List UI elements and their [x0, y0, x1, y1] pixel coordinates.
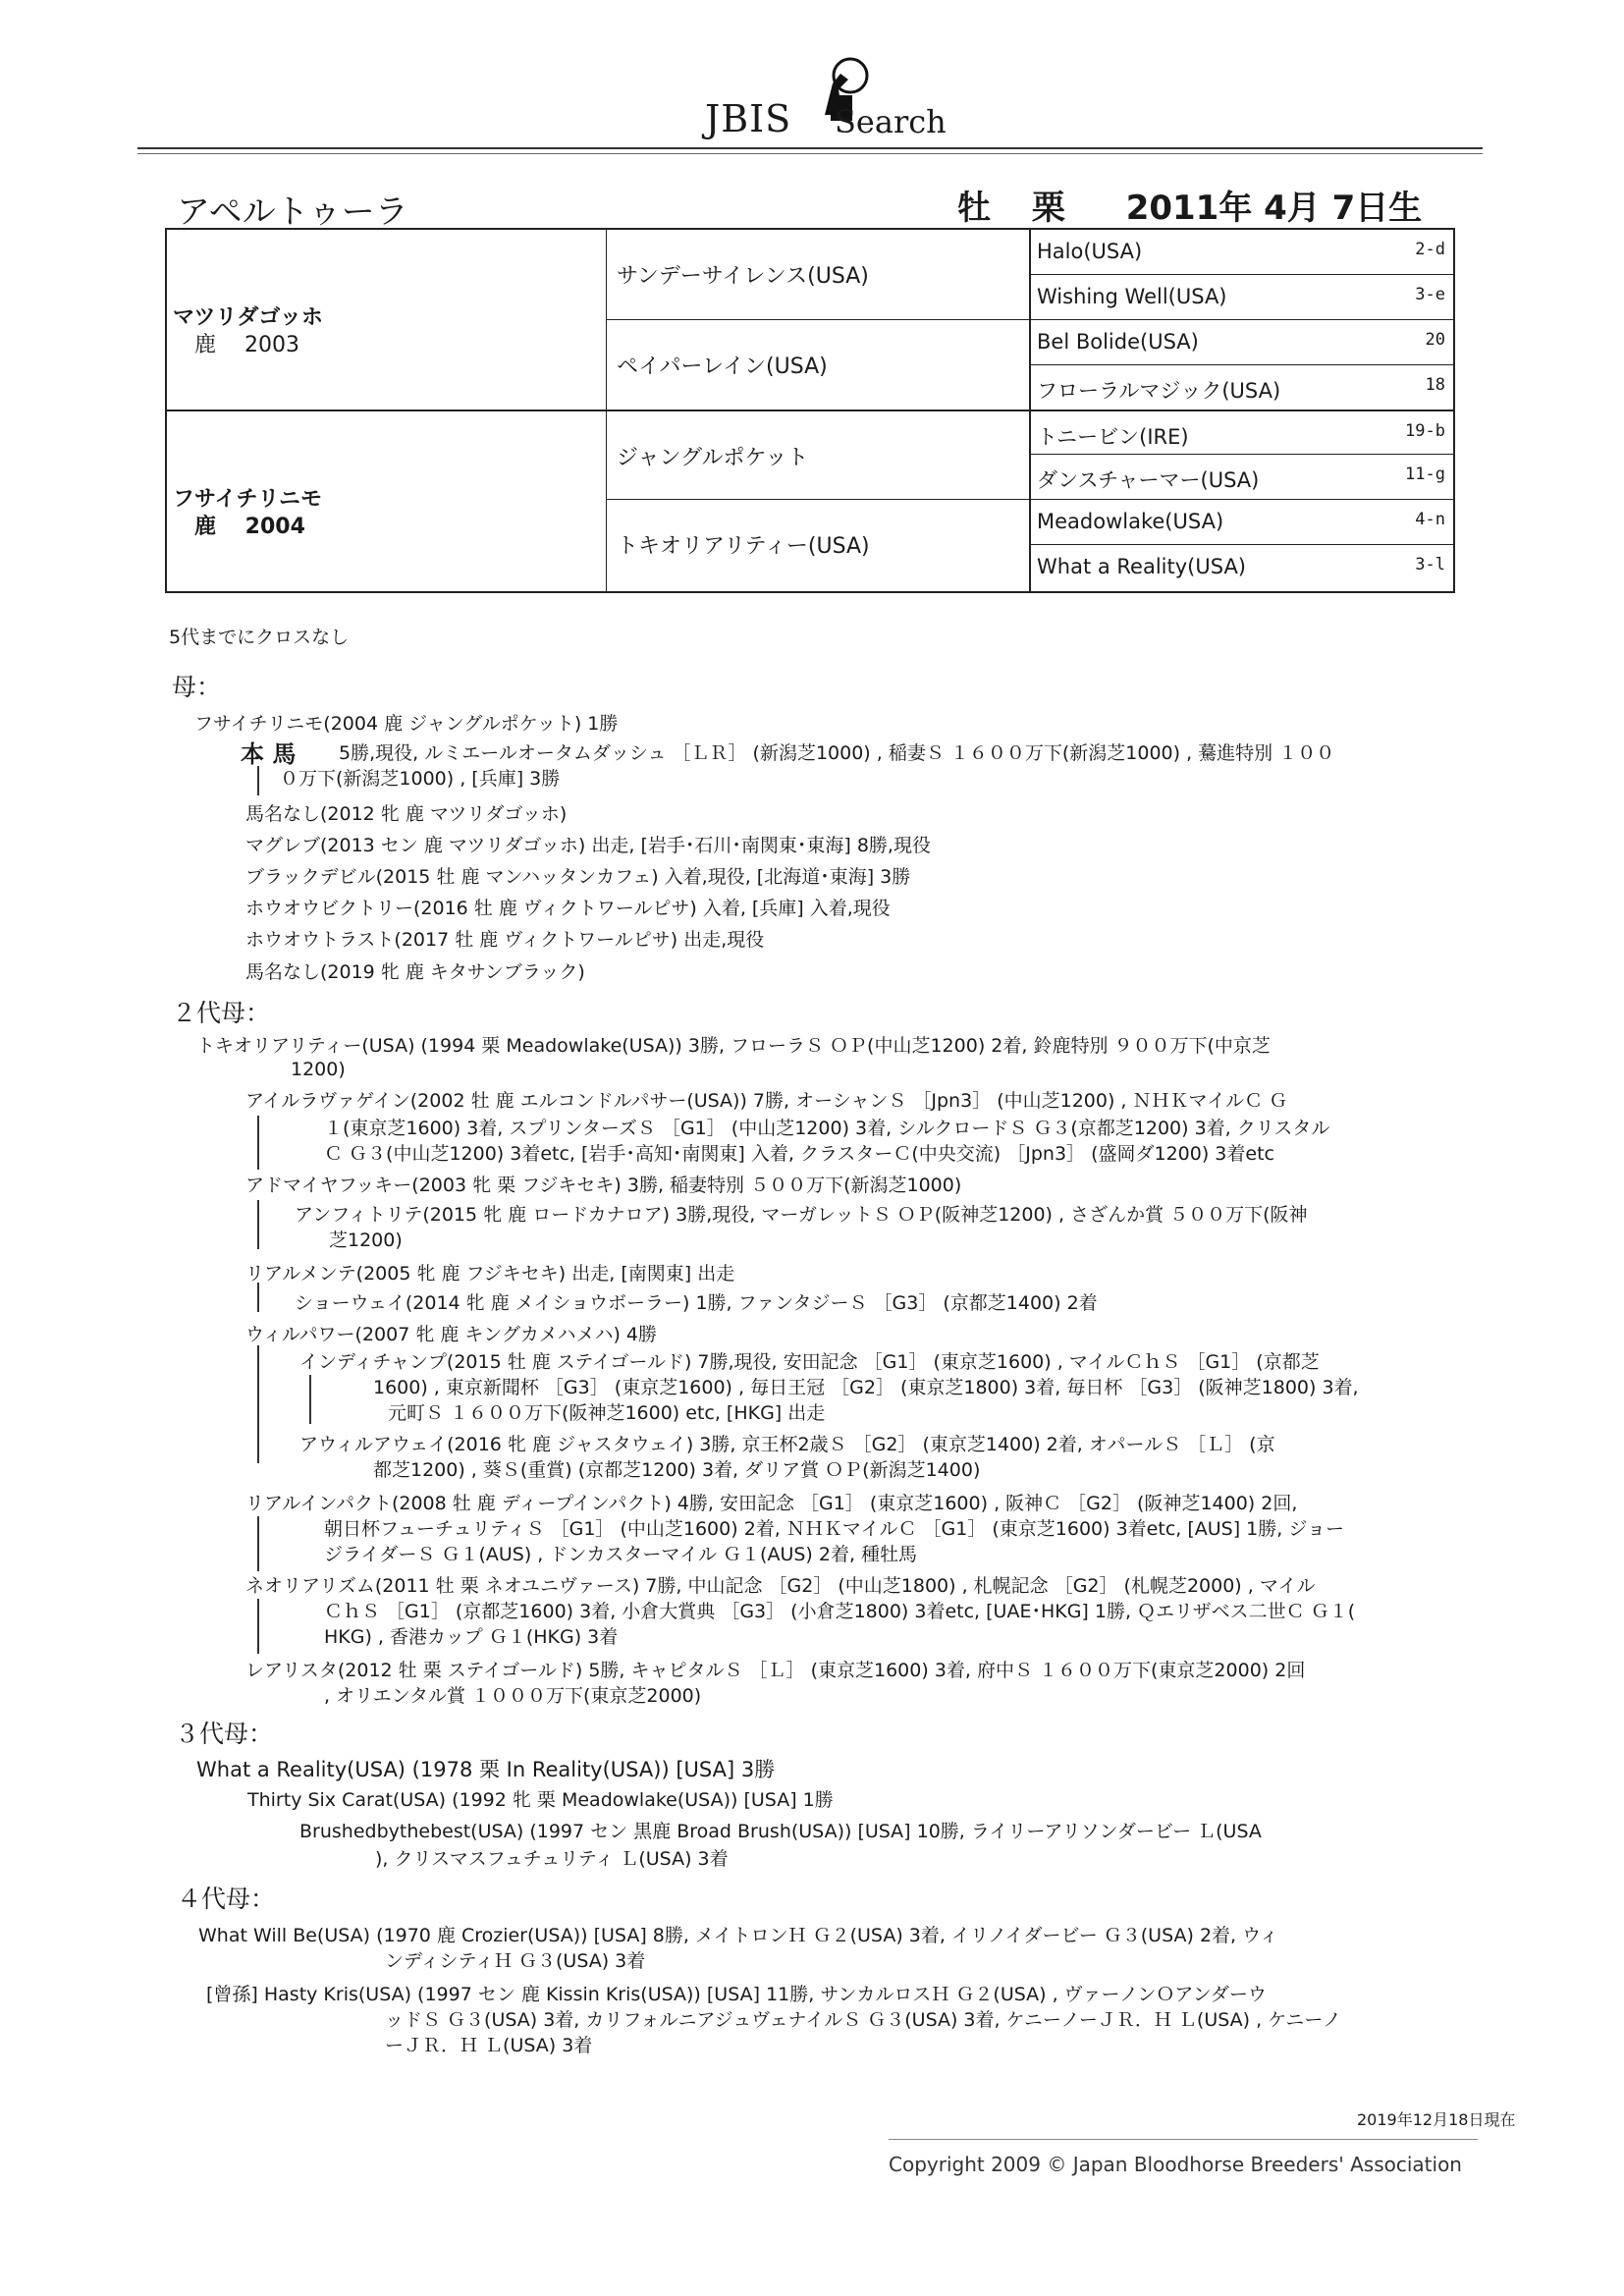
g3-line: ), クリスマスフュチュリティ Ｌ(USA) 3着 — [375, 1848, 729, 1870]
g4-line: ーＪＲ．Ｈ Ｌ(USA) 3着 — [385, 2035, 593, 2056]
g3-name: フローラルマジック(USA) — [1037, 379, 1281, 403]
family-number: 4-n — [1415, 510, 1445, 529]
dam-line: ホウオウトラスト(2017 牡 鹿 ヴィクトワールピサ) 出走,現役 — [245, 929, 765, 951]
dam-detail: 鹿 2004 — [194, 515, 305, 539]
as-of-date: 2019年12月18日現在 — [1357, 2110, 1516, 2129]
indent-bar — [257, 1200, 259, 1249]
dam-line: ０万下(新潟芝1000) , [兵庫] 3勝 — [280, 768, 561, 790]
g2-line: ＣｈＳ ［G1］ (京都芝1600) 3着, 小倉大賞典 ［G3］ (小倉芝1800) 3着etc, [UAE･HKG] 1勝, Ｑエリザベス二世Ｃ Ｇ１( — [324, 1601, 1356, 1622]
indent-bar — [257, 1283, 259, 1312]
indent-bar — [257, 1599, 259, 1654]
copyright: Copyright 2009 © Japan Bloodhorse Breeders' Association — [889, 2153, 1462, 2176]
g3-name: ダンスチャーマー(USA) — [1037, 468, 1260, 492]
section-g3dam: ３代母： — [175, 1720, 274, 1748]
g2-name: ペイパーレイン(USA) — [617, 355, 828, 379]
family-number: 18 — [1425, 375, 1445, 395]
g2-line: 芝1200) — [329, 1230, 403, 1251]
g2-line: ショーウェイ(2014 牝 鹿 メイショウボーラー) 1勝, ファンタジーＳ ［G3］ (京都芝1400) 2着 — [295, 1292, 1098, 1314]
g3-line: Brushedbythebest(USA) (1997 セン 黒鹿 Broad Brush(USA)) [USA] 10勝, ライリーアリソンダービー Ｌ(USA — [299, 1821, 1262, 1842]
pedigree-g3-cell — [1031, 500, 1453, 545]
g2-line: ジライダーＳ Ｇ１(AUS) , ドンカスターマイル Ｇ１(AUS) 2着, 種牡馬 — [324, 1544, 918, 1565]
g2-line: 1600) , 東京新聞杯 ［G3］ (東京芝1600) , 毎日王冠 ［G2］ (東京芝1800) 3着, 毎日杯 ［G3］ (阪神芝1800) 3着, — [373, 1377, 1359, 1398]
g2-line: 都芝1200) , 葵Ｓ(重賞) (京都芝1200) 3着, ダリア賞 ＯＰ(新潟芝1400) — [373, 1459, 981, 1481]
dam-line: マグレブ(2013 セン 鹿 マツリダゴッホ) 出走, [岩手･石川･南関東･東海] 8勝,現役 — [245, 835, 931, 856]
header-rule-thin — [137, 153, 1483, 154]
g2-line: トキオリアリティー(USA) (1994 栗 Meadowlake(USA)) 3勝, フローラＳ ＯＰ(中山芝1200) 2着, 鈴鹿特別 ９００万下(中京芝 — [196, 1035, 1271, 1057]
indent-bar — [257, 766, 259, 795]
sire-detail: 鹿 2003 — [194, 333, 299, 357]
sire-name: マツリダゴッホ — [173, 305, 323, 330]
dam-line: 5勝,現役, ルミエールオータムダッシュ ［ＬＲ］ (新潟芝1000) , 稲妻Ｓ １６００万下(新潟芝1000) , 驀進特別 １００ — [339, 742, 1335, 764]
g3-name: Meadowlake(USA) — [1037, 510, 1224, 533]
pedigree-g3-cell — [1031, 230, 1453, 275]
pedigree-dam-cell — [167, 410, 607, 591]
logo-text-search: Search — [835, 103, 947, 140]
g2-line: 元町Ｓ １６００万下(阪神芝1600) etc, [HKG] 出走 — [388, 1402, 826, 1424]
g3-line: Thirty Six Carat(USA) (1992 牝 栗 Meadowlake(USA)) [USA] 1勝 — [247, 1789, 834, 1811]
g3-name: Bel Bolide(USA) — [1037, 330, 1199, 354]
g2-line: アドマイヤフッキー(2003 牝 栗 フジキセキ) 3勝, 稲妻特別 ５００万下(新潟芝1000) — [245, 1175, 962, 1196]
pedigree-g3-cell — [1031, 275, 1453, 320]
horse-dob: 2011年 4月 7日生 — [1125, 189, 1423, 228]
family-number: 3-e — [1415, 285, 1445, 304]
indent-bar — [257, 1116, 259, 1170]
g2-line: 朝日杯フューチュリティＳ ［G1］ (中山芝1600) 2着, ＮＨＫマイルＣ ［G1］ (東京芝1600) 3着etc, [AUS] 1勝, ジョー — [324, 1518, 1344, 1540]
g4-line: ンディシティＨ Ｇ３(USA) 3着 — [385, 1950, 646, 1972]
pedigree-g2-cell — [607, 500, 1031, 591]
g4-line: ッドＳ Ｇ３(USA) 3着, カリフォルニアジュヴェナイルＳ Ｇ３(USA) 3着, ケニーノーＪＲ．Ｈ Ｌ(USA) , ケニーノ — [385, 2009, 1342, 2031]
g4-line: [曾孫] Hasty Kris(USA) (1997 セン 鹿 Kissin Kris(USA)) [USA] 11勝, サンカルロスＨ Ｇ２(USA) , ヴァーノンＯアンダーウ — [206, 1984, 1267, 2005]
indent-bar — [257, 1516, 259, 1571]
g3-name: What a Reality(USA) — [1037, 555, 1247, 578]
indent-bar — [257, 1345, 259, 1463]
dam-line: ホウオウビクトリー(2016 牡 鹿 ヴィクトワールピサ) 入着, [兵庫] 入着,現役 — [245, 898, 891, 919]
section-dam: 母： — [172, 673, 222, 701]
horse-name: アペルトゥーラ — [177, 192, 408, 232]
g2-line: アウィルアウェイ(2016 牝 鹿 ジャスタウェイ) 3勝, 京王杯2歳Ｓ ［G2］ (東京芝1400) 2着, オパールＳ ［Ｌ］ (京 — [299, 1434, 1275, 1455]
pedigree-g3-cell — [1031, 455, 1453, 500]
g3-line: What a Reality(USA) (1978 栗 In Reality(USA)) [USA] 3勝 — [196, 1758, 776, 1781]
family-number: 11-g — [1405, 465, 1445, 484]
g2-name: トキオリアリティー(USA) — [617, 534, 870, 559]
dam-line: フサイチリニモ(2004 鹿 ジャングルポケット) 1勝 — [194, 713, 619, 735]
footer-rule — [889, 2139, 1478, 2140]
header-rule — [137, 147, 1483, 149]
g2-line: リアルメンテ(2005 牝 鹿 フジキセキ) 出走, [南関東] 出走 — [245, 1263, 735, 1285]
dam-line: 馬名なし(2019 牝 鹿 キタサンブラック) — [245, 961, 585, 983]
jbis-logo — [687, 54, 947, 147]
self-label: 本 馬 — [241, 740, 297, 768]
g2-name: サンデーサイレンス(USA) — [617, 264, 869, 289]
family-number: 2-d — [1415, 240, 1445, 259]
pedigree-table — [165, 228, 1455, 593]
g2-line: レアリスタ(2012 牡 栗 ステイゴールド) 5勝, キャピタルＳ ［Ｌ］ (東京芝1600) 3着, 府中Ｓ １６００万下(東京芝2000) 2回 — [245, 1660, 1306, 1681]
g2-line: リアルインパクト(2008 牡 鹿 ディープインパクト) 4勝, 安田記念 ［G1］ (東京芝1600) , 阪神Ｃ ［G2］ (阪神芝1400) 2回, — [245, 1493, 1298, 1514]
horse-sex: 牡 — [957, 189, 991, 228]
g2-line: HKG) , 香港カップ Ｇ１(HKG) 3着 — [324, 1626, 619, 1648]
pedigree-g2-cell — [607, 320, 1031, 410]
g2-line: インディチャンプ(2015 牡 鹿 ステイゴールド) 7勝,現役, 安田記念 ［G1］ (東京芝1600) , マイルＣｈＳ ［G1］ (京都芝 — [299, 1351, 1320, 1373]
g2-line: ウィルパワー(2007 牝 鹿 キングカメハメハ) 4勝 — [245, 1324, 658, 1345]
cross-note: 5代までにクロスなし — [169, 627, 350, 648]
g3-name: トニービン(IRE) — [1037, 425, 1189, 449]
g2-line: Ｃ Ｇ３(中山芝1200) 3着etc, [岩手･高知･南関東] 入着, クラスターＣ(中央交流) ［Jpn3］ (盛岡ダ1200) 3着etc — [324, 1143, 1274, 1165]
pedigree-g2-cell — [607, 230, 1031, 320]
family-number: 19-b — [1405, 421, 1445, 441]
g2-line: , オリエンタル賞 １０００万下(東京芝2000) — [324, 1685, 702, 1707]
pedigree-g3-cell — [1031, 365, 1453, 410]
pedigree-g2-cell — [607, 410, 1031, 500]
g3-name: Wishing Well(USA) — [1037, 285, 1227, 308]
dam-line: 馬名なし(2012 牝 鹿 マツリダゴッホ) — [245, 803, 568, 825]
g2-line: ネオリアリズム(2011 牡 栗 ネオユニヴァース) 7勝, 中山記念 ［G2］ (中山芝1800) , 札幌記念 ［G2］ (札幌芝2000) , マイル — [245, 1575, 1316, 1597]
horse-meta — [957, 181, 1451, 229]
section-g4dam: ４代母： — [177, 1885, 276, 1913]
horse-color: 栗 — [1031, 189, 1065, 228]
dam-line: ブラックデビル(2015 牡 鹿 マンハッタンカフェ) 入着,現役, [北海道･東海] 3勝 — [245, 866, 911, 888]
g2-line: １(東京芝1600) 3着, スプリンターズＳ ［G1］ (中山芝1200) 3着, シルクロードＳ Ｇ３(京都芝1200) 3着, クリスタル — [324, 1118, 1330, 1139]
section-g2dam: ２代母： — [172, 999, 271, 1027]
pedigree-g3-cell — [1031, 545, 1453, 590]
g4-line: What Will Be(USA) (1970 鹿 Crozier(USA)) [USA] 8勝, メイトロンＨ Ｇ２(USA) 3着, イリノイダービー Ｇ３(USA) 2着, ウィ — [198, 1925, 1278, 1946]
pedigree-g3-cell — [1031, 320, 1453, 365]
g3-name: Halo(USA) — [1037, 240, 1143, 263]
logo-text-jbis: JBIS — [705, 97, 792, 140]
dam-name: フサイチリニモ — [173, 487, 323, 512]
g2-line: 1200) — [291, 1059, 346, 1080]
g2-line: アンフィトリテ(2015 牝 鹿 ロードカナロア) 3勝,現役, マーガレットＳ ＯＰ(阪神芝1200) , さざんか賞 ５００万下(阪神 — [295, 1204, 1308, 1226]
pedigree-sire-cell — [167, 230, 607, 410]
family-number: 20 — [1425, 330, 1445, 350]
indent-bar — [309, 1375, 311, 1424]
g2-name: ジャングルポケット — [617, 446, 809, 470]
g2-line: アイルラヴァゲイン(2002 牡 鹿 エルコンドルパサー(USA)) 7勝, オーシャンＳ ［Jpn3］ (中山芝1200) , ＮＨＫマイルＣ Ｇ — [245, 1090, 1288, 1112]
pedigree-g3-cell — [1031, 410, 1453, 455]
family-number: 3-l — [1415, 555, 1445, 574]
